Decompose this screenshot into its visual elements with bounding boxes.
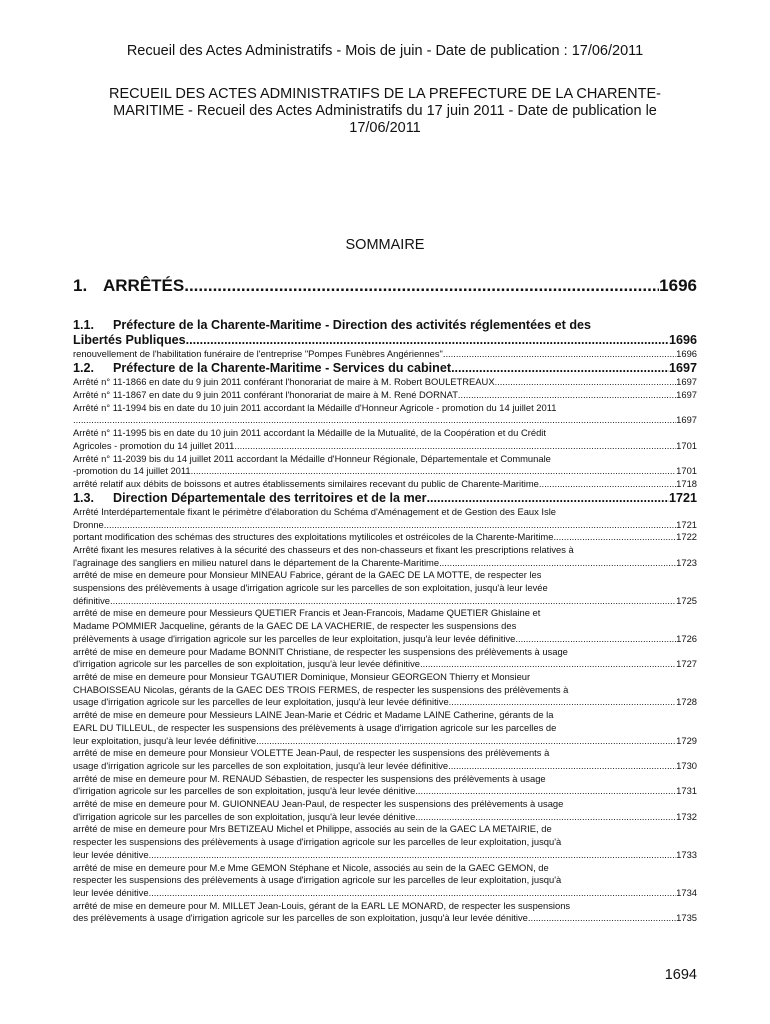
toc-entry[interactable] [73,798,697,823]
toc-entry[interactable] [73,402,697,427]
toc-entry-page: 1722 [676,531,697,543]
toc-entry-text: Arrêté n° 11-1867 en date du 9 juin 2011 conférant l'honorariat de maire à M. René DORNAT [73,389,458,401]
page-number: 1694 [664,967,697,983]
toc-entry[interactable] [73,506,697,531]
subsection-title: Libertés Publiques [73,333,186,348]
toc-subsection-1-1[interactable] [73,318,697,348]
table-of-contents [73,318,697,925]
subsection-title: Direction Départementale des territoires et de la mer [113,490,427,505]
toc-entry[interactable] [73,348,697,361]
toc-entry-text: Madame POMMIER Jacqueline, gérants de la GAEC DE LA VACHERIE, de respecter les suspensions des [73,620,517,632]
subsection-title: Préfecture de la Charente-Maritime - Direction des activités réglementées et des [113,318,592,332]
toc-entry-text: d'irrigation agricole sur les parcelles de son exploitation, jusqu'à leur levée dénitive [73,810,416,822]
toc-entry[interactable] [73,376,697,389]
toc-entry-text: leur levée dénitive [73,886,149,898]
toc-entry-text: arrêté de mise en demeure pour Mrs BETIZEAU Michel et Philippe, associés au sein de la GAEC LA METAIRIE, de [73,823,552,835]
toc-entry-text: arrêté de mise en demeure pour M. RENAUD Sébastien, de respecter les suspensions des prélèvements à usage [73,772,546,784]
toc-entry-text: leur exploitation, jusqu'à leur levée définitive [73,734,257,746]
toc-entry-text: Agricoles - promotion du 14 juillet 2011 [73,439,235,451]
toc-entry-text: arrêté de mise en demeure pour Madame BONNIT Christiane, de respecter les suspensions des prélèvements à usage [73,645,568,657]
toc-entry[interactable] [73,709,697,747]
toc-entry-page: 1728 [676,696,697,708]
toc-entry-text: Dronne [73,518,104,530]
toc-entry-text: Arrêté Interdépartementale fixant le périmètre d'élaboration du Schéma d'Aménagement et de Gestion des Eaux Isle [73,505,557,517]
subsection-title: Préfecture de la Charente-Maritime - Services du cabinet [113,361,452,376]
toc-entry-text: Arrêté n° 11-1866 en date du 9 juin 2011 conférant l'honorariat de maire à M. Robert BOULETREAUX [73,376,495,388]
toc-subsection-1-3[interactable] [73,491,697,506]
toc-entry[interactable] [73,389,697,402]
document-title [60,86,710,137]
toc-entry-page: 1723 [676,556,697,568]
toc-entry-page: 1697 [676,376,697,388]
subsection-page: 1721 [668,490,697,505]
toc-entry-text: usage d'irrigation agricole sur les parcelles de son exploitation, jusqu'à leur levée définitive [73,759,449,771]
toc-entry-text: d'irrigation agricole sur les parcelles de son exploitation, jusqu'à leur levée définitive [73,658,421,670]
running-header: Recueil des Actes Administratifs - Mois de juin - Date de publication : 17/06/2011 [126,43,644,59]
toc-entry-text: arrêté relatif aux débits de boissons et autres établissements similaires recevant du public de Charente-Maritime [73,477,539,489]
toc-entry[interactable] [73,671,697,709]
toc-entry-page: 1701 [676,465,697,477]
document-title-line: MARITIME - Recueil des Actes Administratifs du 17 juin 2011 - Date de publication le [113,103,657,119]
toc-entry-text: arrêté de mise en demeure pour Messieurs LAINE Jean-Marie et Cédric et Madame LAINE Catherine, gérants de la [73,709,554,721]
leader-dots [184,276,659,296]
subsection-page: 1697 [668,361,697,376]
toc-entry-page: 1729 [676,734,697,746]
toc-entry-text: arrêté de mise en demeure pour M. MILLET Jean-Louis, gérant de la EARL LE MONARD, de respecter les suspensions [73,899,571,911]
toc-entry-text: CHABOISSEAU Nicolas, gérants de la GAEC DES TROIS FERMES, de respecter les suspensions des prélèvements à [73,683,569,695]
toc-entry[interactable] [73,478,697,491]
toc-entry-text: usage d'irrigation agricole sur les parcelles de leur exploitation, jusqu'à leur levée définitive [73,696,449,708]
toc-entry-text: prélèvements à usage d'irrigation agricole sur les parcelles de leur exploitation, jusqu'à leur levée définitive [73,632,516,644]
subsection-number: 1.1. [73,318,95,332]
toc-entry-text: portant modification des schémas des structures des exploitations mytilicoles et ostréicoles de la Charente-Maritime [73,531,554,543]
toc-entry-text: Arrêté n° 11-2039 bis du 14 juillet 2011 accordant la Médaille d'Honneur Régionale, Départementale et Communale [73,452,551,464]
toc-entry[interactable] [73,900,697,925]
toc-entry-text: arrêté de mise en demeure pour Messieurs QUETIER Francis et Jean-Francois, Madame QUETIER Ghislaine et [73,607,541,619]
toc-entry-text: suspensions des prélèvements à usage d'irrigation agricole sur les parcelles de son exploitation, jusqu'à leur levée [73,582,548,594]
toc-entry-text: EARL DU TILLEUL, de respecter les suspensions des prélèvements à usage d'irrigation agricole sur les parcelles de [73,721,557,733]
toc-entry-text: d'irrigation agricole sur les parcelles de son exploitation, jusqu'à leur levée dénitive [73,785,416,797]
toc-entry[interactable] [73,544,697,569]
section-page: 1696 [659,276,697,295]
toc-entry-page: 1731 [676,785,697,797]
toc-entry[interactable] [73,607,697,645]
toc-entry[interactable] [73,862,697,900]
toc-entry-page: 1734 [676,886,697,898]
toc-entry[interactable] [73,646,697,671]
toc-entry-text: arrêté de mise en demeure pour Monsieur TGAUTIER Dominique, Monsieur GEORGEON Thierry et Monsieur [73,670,531,682]
toc-entry-text: renouvellement de l'habilitation funéraire de l'entreprise "Pompes Funèbres Angériennes" [73,348,443,360]
subsection-number: 1.2. [73,361,95,376]
toc-entry-page: 1732 [676,810,697,822]
toc-entry[interactable] [73,569,697,607]
toc-entry-text: définitive [73,594,111,606]
toc-section-1[interactable] [73,276,697,296]
toc-entry[interactable] [73,531,697,544]
toc-entry-text: respecter les suspensions des prélèvements à usage d'irrigation agricole sur les parcelles de leur exploitation, jusqu'à [73,836,562,848]
toc-subsection-1-2[interactable] [73,361,697,376]
sommaire-heading: SOMMAIRE [345,237,425,253]
toc-entry-text: leur levée dénitive [73,848,149,860]
toc-entry-page: 1697 [676,414,697,426]
toc-entry-text: arrêté de mise en demeure pour Monsieur VOLETTE Jean-Paul, de respecter les suspensions des prélèvements à [73,747,550,759]
toc-entry-page: 1733 [676,848,697,860]
subsection-page: 1696 [668,333,697,348]
toc-entry-text: l'agrainage des sangliers en milieu naturel dans le département de la Charente-Maritime [73,556,440,568]
toc-entry-page: 1721 [676,518,697,530]
subsection-number: 1.3. [73,490,95,505]
toc-entry[interactable] [73,773,697,798]
toc-entry[interactable] [73,427,697,452]
section-title: ARRÊTÉS [103,276,185,295]
toc-entry-text: arrêté de mise en demeure pour Monsieur MINEAU Fabrice, gérant de la GAEC DE LA MOTTE, de respecter les [73,569,542,581]
toc-entry-text: Arrêté n° 11-1995 bis en date du 10 juin 2011 accordant la Médaille de la Mutualité, de la Coopération et du Crédit [73,427,546,439]
toc-entry-page: 1727 [676,658,697,670]
toc-entry-text: arrêté de mise en demeure pour M.e Mme GEMON Stéphane et Nicole, associés au sein de la GAEC GEMON, de [73,861,549,873]
toc-entry-page: 1697 [676,389,697,401]
section-number: 1. [73,276,88,295]
toc-entry-page: 1701 [676,439,697,451]
toc-entry-page: 1725 [676,594,697,606]
toc-entry[interactable] [73,453,697,478]
toc-entry-page: 1696 [676,348,697,360]
document-title-line: 17/06/2011 [349,120,421,136]
toc-entry-page: 1718 [676,477,697,489]
toc-entry-page: 1730 [676,759,697,771]
toc-entry-text: Arrêté fixant les mesures relatives à la sécurité des chasseurs et des non-chasseurs et fixant les prescriptions relatives à [73,543,574,555]
toc-entry-text: respecter les suspensions des prélèvements à usage d'irrigation agricole sur les parcelles de leur exploitation, jusqu'à [73,874,562,886]
toc-entry-page: 1726 [676,632,697,644]
toc-entry[interactable] [73,747,697,772]
toc-entry-page: 1735 [676,912,697,924]
toc-entry-text: arrêté de mise en demeure pour M. GUIONNEAU Jean-Paul, de respecter les suspensions des prélèvements à usage [73,798,564,810]
toc-entry-text: -promotion du 14 juillet 2011 [73,465,191,477]
toc-entry[interactable] [73,823,697,861]
toc-entry-text: des prélèvements à usage d'irrigation agricole sur les parcelles de son exploitation, jusqu'à leur levée dénitive [73,912,528,924]
document-title-line: RECUEIL DES ACTES ADMINISTRATIFS DE LA PREFECTURE DE LA CHARENTE- [109,86,661,102]
toc-entry-text: Arrêté n° 11-1994 bis en date du 10 juin 2011 accordant la Médaille d'Honneur Agricole - promotion du 14 juillet 2011 [73,401,557,413]
